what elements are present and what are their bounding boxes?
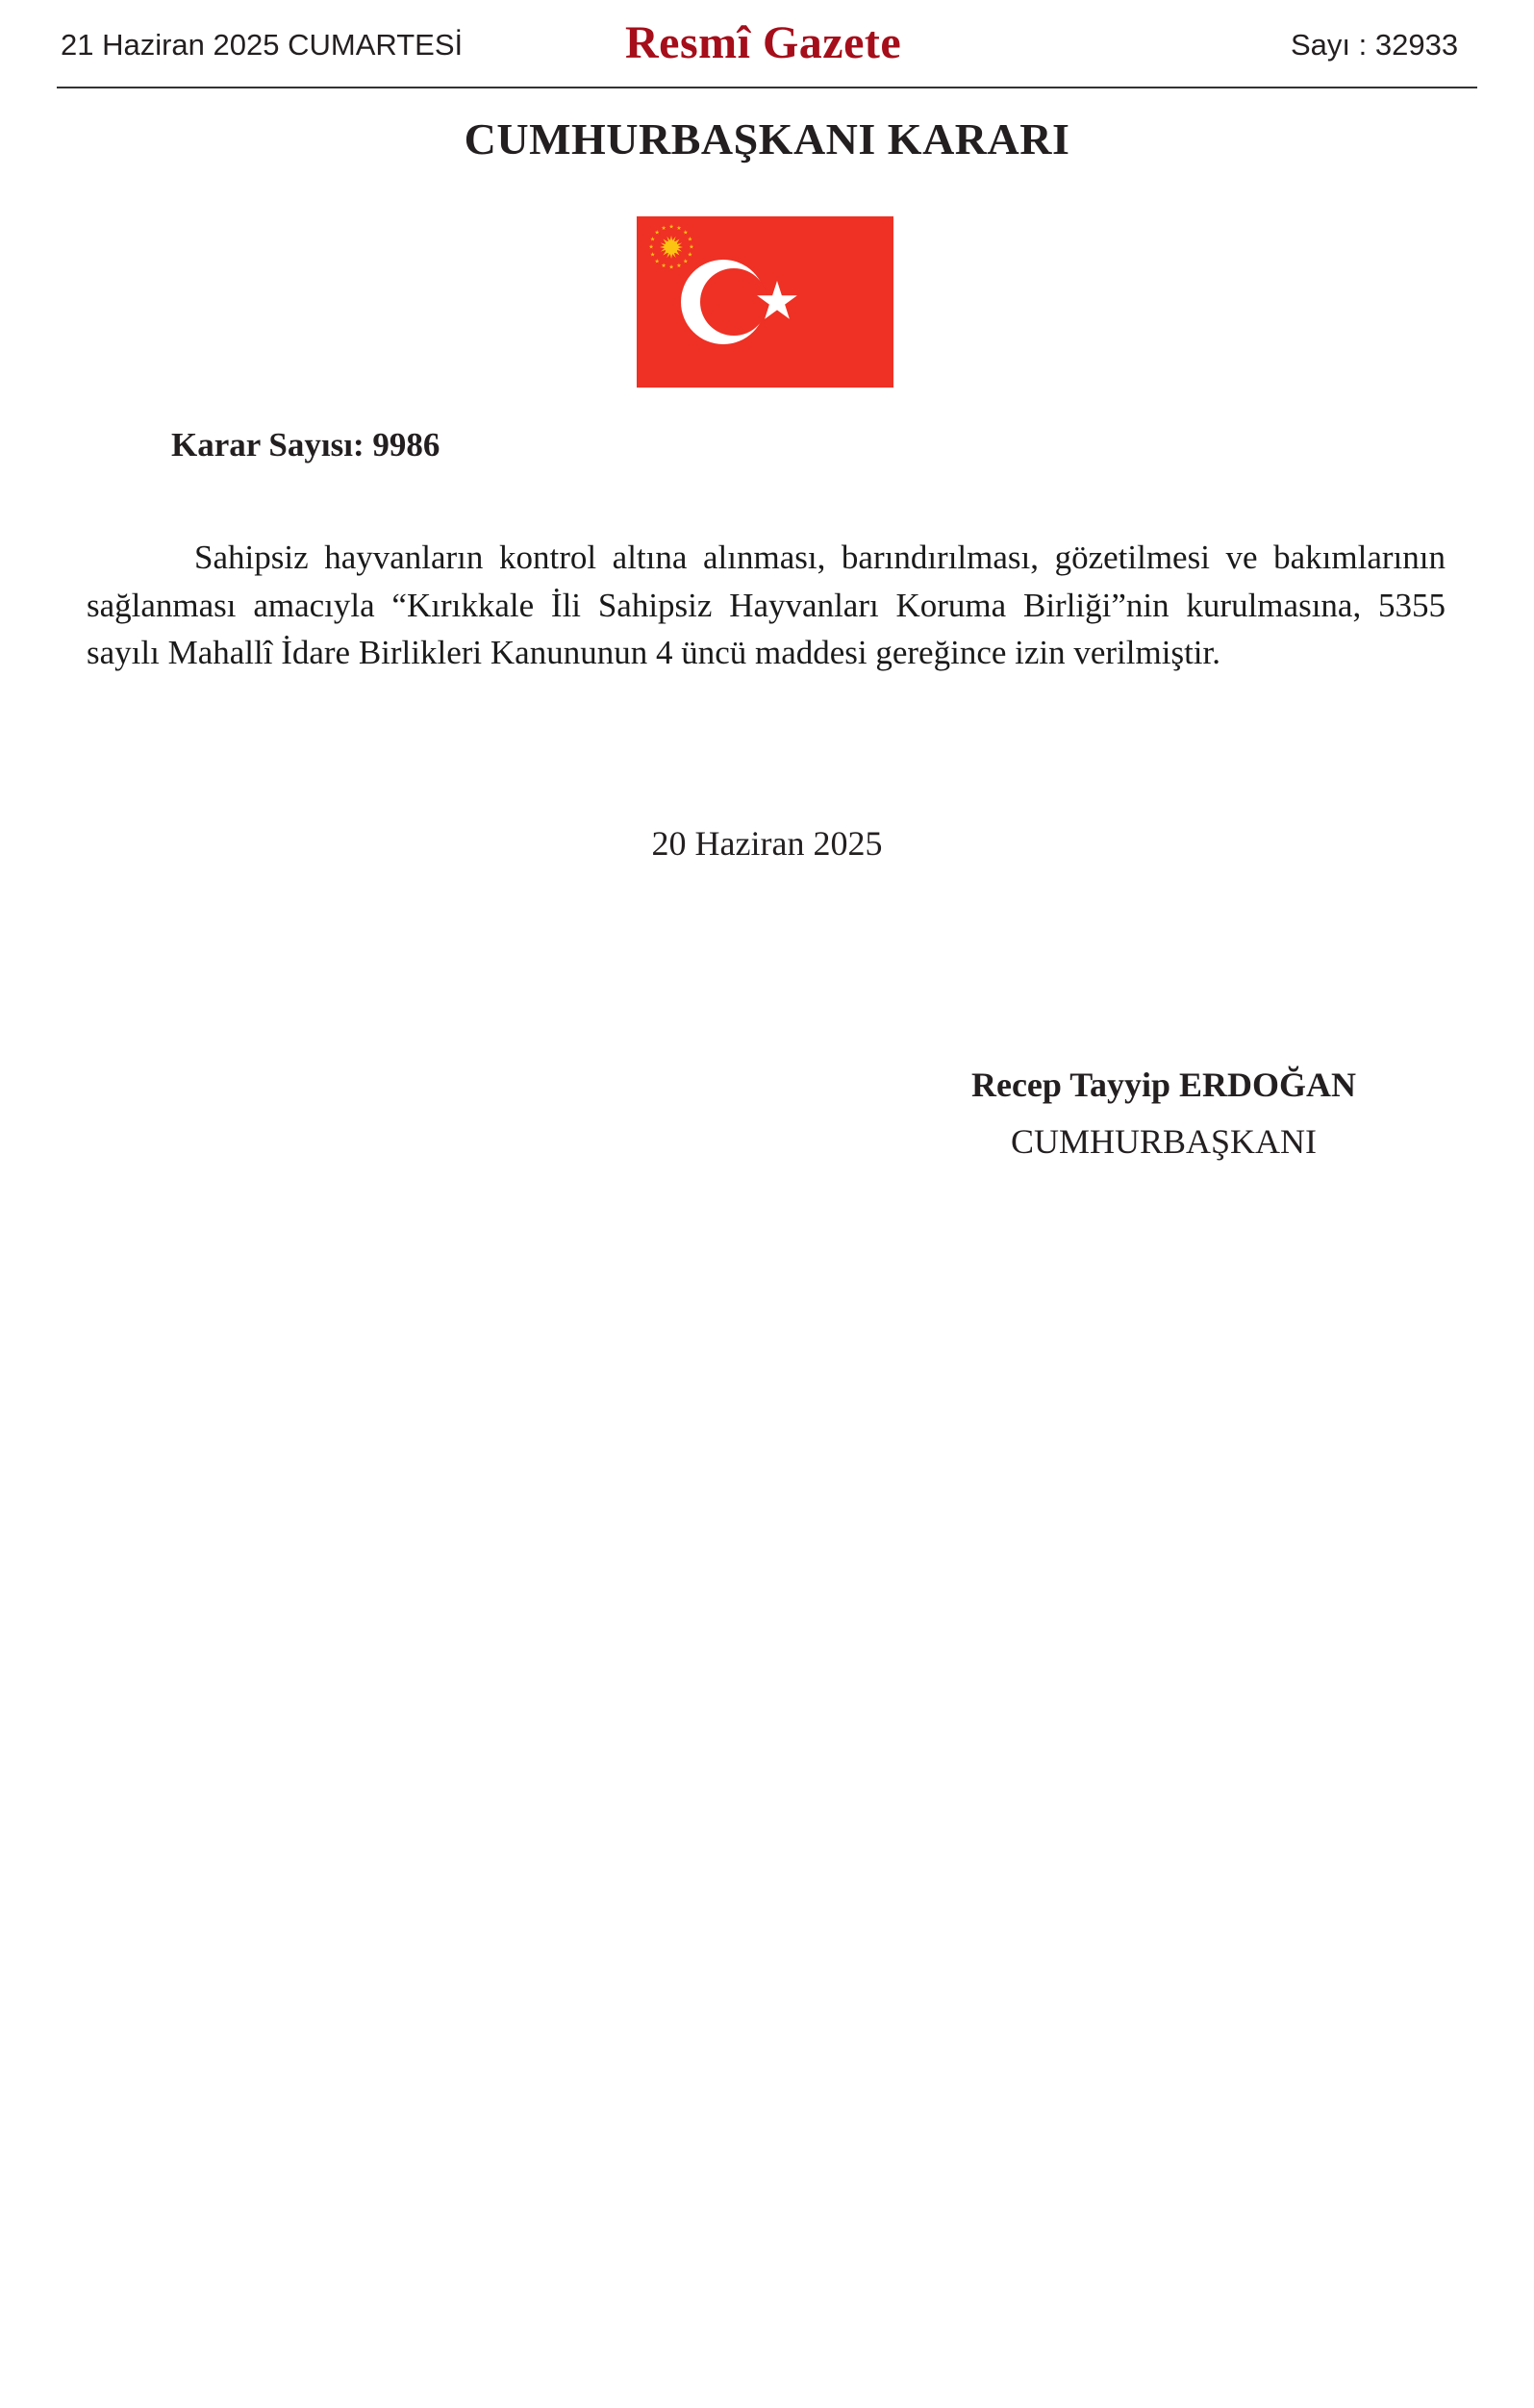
signatory-name: Recep Tayyip ERDOĞAN bbox=[970, 1066, 1357, 1104]
decision-body-text: Sahipsiz hayvanların kontrol altına alınması, barındırılması, gözetilmesi ve bakımlarının sağlanması amacıyla “Kırıkkale İli Sahipsiz Hayvanları Koruma Birliği”nin kurulmasına, 5355 sayılı Mahallî İdare Birlikleri Kanununun 4 üncü maddesi gereğince izin verilmiştir. bbox=[87, 539, 1446, 671]
turkish-presidential-flag-icon bbox=[637, 216, 893, 388]
svg-text:★: ★ bbox=[654, 229, 660, 237]
svg-text:★: ★ bbox=[676, 225, 682, 233]
issue-number: Sayı : 32933 bbox=[1291, 28, 1459, 62]
svg-text:★: ★ bbox=[687, 236, 693, 243]
svg-text:★: ★ bbox=[649, 251, 656, 259]
svg-text:★: ★ bbox=[648, 243, 654, 251]
svg-text:★: ★ bbox=[683, 258, 689, 265]
svg-text:★: ★ bbox=[654, 258, 660, 265]
document-title: CUMHURBAŞKANI KARARI bbox=[464, 114, 1070, 163]
header-divider bbox=[57, 87, 1477, 88]
svg-text:★: ★ bbox=[683, 229, 689, 237]
gazette-masthead: Resmî Gazete bbox=[625, 17, 902, 68]
svg-text:★: ★ bbox=[689, 243, 694, 251]
svg-text:★: ★ bbox=[668, 223, 674, 231]
decision-date: 20 Haziran 2025 bbox=[651, 824, 883, 863]
gazette-date: 21 Haziran 2025 CUMARTESİ bbox=[61, 28, 464, 62]
svg-text:★: ★ bbox=[649, 236, 656, 243]
signatory-title: CUMHURBAŞKANI bbox=[1010, 1122, 1318, 1161]
decision-number: Karar Sayısı: 9986 bbox=[171, 426, 440, 464]
svg-text:★: ★ bbox=[661, 262, 666, 269]
svg-text:★: ★ bbox=[668, 263, 674, 271]
svg-text:★: ★ bbox=[661, 225, 666, 233]
svg-text:★: ★ bbox=[687, 251, 693, 259]
svg-text:★: ★ bbox=[676, 262, 682, 269]
